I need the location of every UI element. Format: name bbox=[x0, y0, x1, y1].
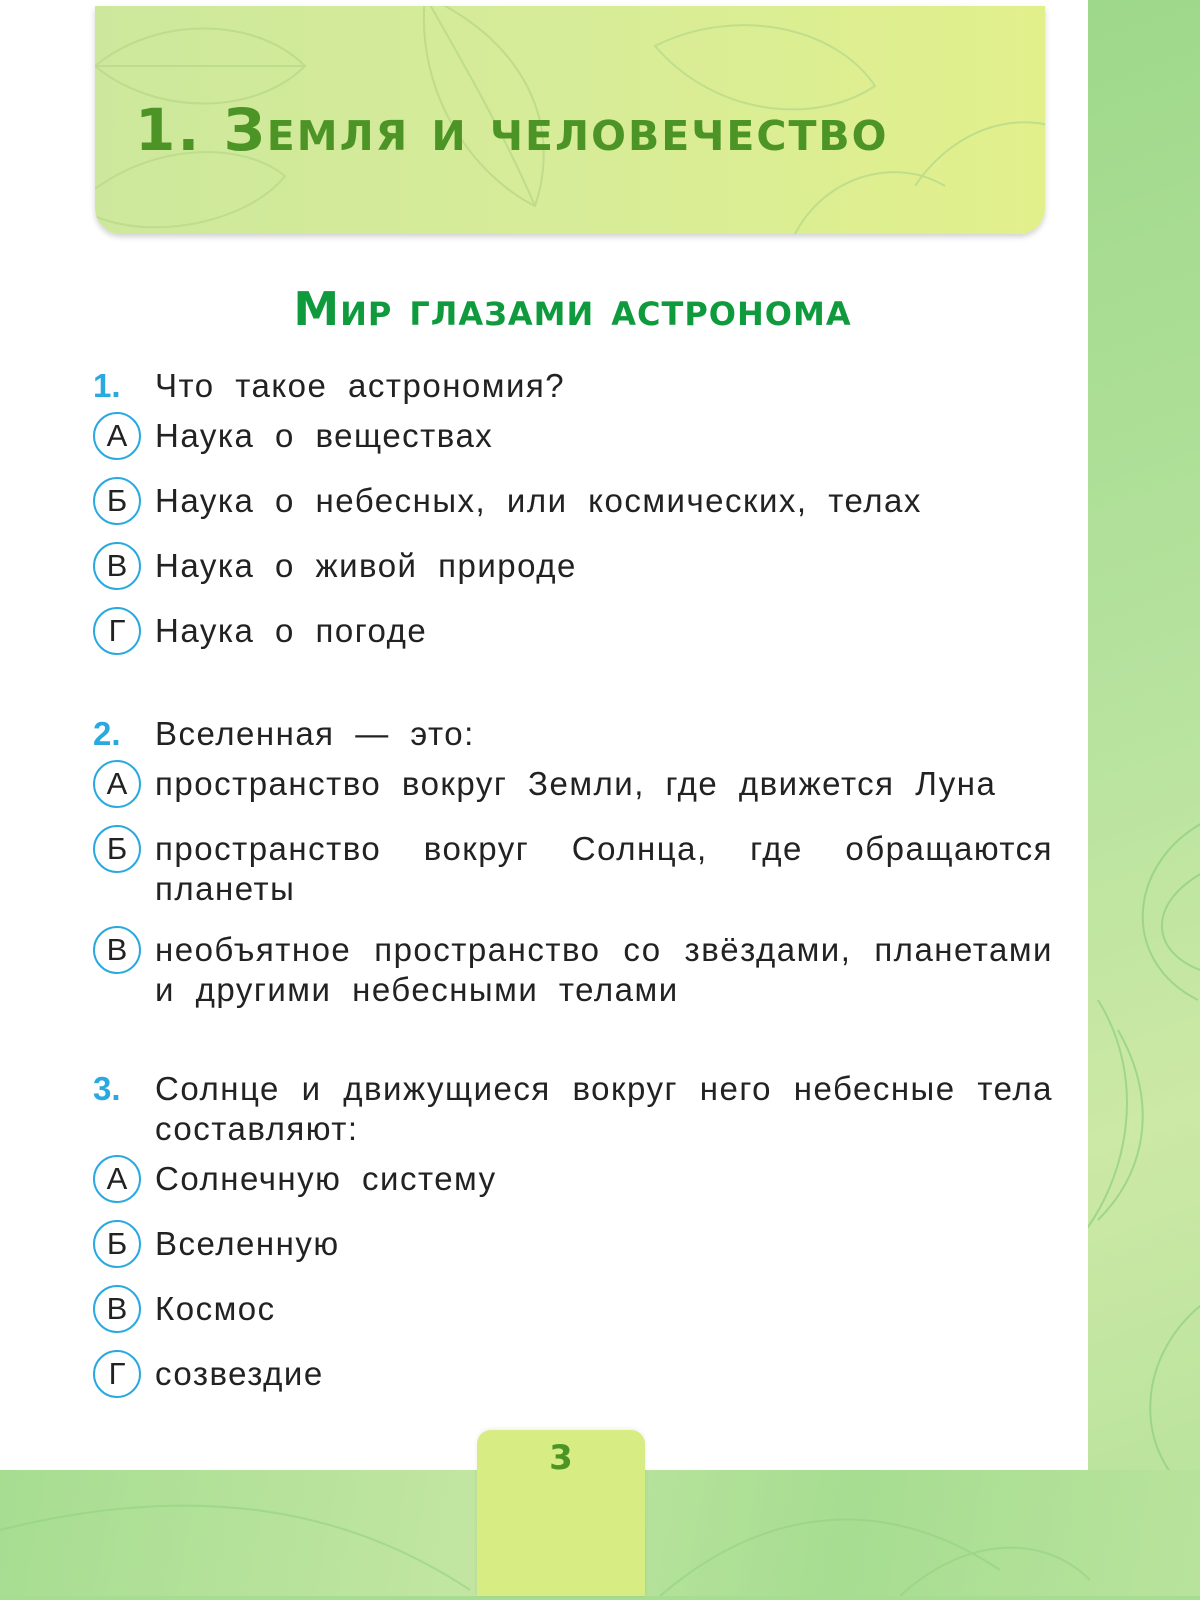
background-right-strip bbox=[1088, 0, 1200, 1596]
option-letter-marker[interactable]: Б bbox=[93, 1220, 141, 1268]
option-letter-marker[interactable]: Г bbox=[93, 1350, 141, 1398]
answer-option[interactable] bbox=[93, 764, 1053, 808]
answer-option[interactable] bbox=[93, 1289, 1053, 1333]
answer-option[interactable] bbox=[93, 829, 1053, 909]
question-1 bbox=[93, 366, 1053, 406]
option-text: необъятное пространство со звёздами, планетами и другими небесными телами bbox=[155, 931, 1053, 1008]
option-text: Солнечную систему bbox=[155, 1160, 497, 1197]
page-number: 3 bbox=[549, 1438, 573, 1478]
option-text: пространство вокруг Солнца, где обращаются планеты bbox=[155, 830, 1053, 907]
question-3 bbox=[93, 1069, 1053, 1149]
answer-option[interactable] bbox=[93, 416, 1053, 460]
option-letter-marker[interactable]: В bbox=[93, 926, 141, 974]
section-title: Мир глазами астронома bbox=[293, 282, 852, 336]
spacer bbox=[93, 1031, 1053, 1069]
option-text: пространство вокруг Земли, где движется Луна bbox=[155, 765, 997, 802]
option-text: созвездие bbox=[155, 1355, 324, 1392]
option-letter-marker[interactable]: Г bbox=[93, 607, 141, 655]
option-letter-marker[interactable]: В bbox=[93, 542, 141, 590]
option-text: Наука о живой природе bbox=[155, 547, 577, 584]
option-text: Наука о веществах bbox=[155, 417, 494, 454]
option-text: Наука о небесных, или космических, телах bbox=[155, 482, 922, 519]
question-text: Что такое астрономия? bbox=[155, 367, 566, 404]
question-text: Вселенная — это: bbox=[155, 715, 475, 752]
question-text: Солнце и движущиеся вокруг него небесные тела составляют: bbox=[155, 1070, 1053, 1147]
option-letter-marker[interactable]: Б bbox=[93, 825, 141, 873]
answer-option[interactable] bbox=[93, 481, 1053, 525]
question-number: 2. bbox=[93, 715, 121, 752]
answer-option[interactable] bbox=[93, 546, 1053, 590]
spacer bbox=[93, 676, 1053, 714]
answer-option[interactable] bbox=[93, 611, 1053, 655]
option-text: Наука о погоде bbox=[155, 612, 428, 649]
answer-option[interactable] bbox=[93, 1159, 1053, 1203]
quiz-content bbox=[93, 366, 1053, 1419]
option-text: Космос bbox=[155, 1290, 276, 1327]
question-number: 1. bbox=[93, 367, 121, 404]
option-letter-marker[interactable]: А bbox=[93, 1155, 141, 1203]
answer-option[interactable] bbox=[93, 1354, 1053, 1398]
question-2 bbox=[93, 714, 1053, 754]
option-letter-marker[interactable]: А bbox=[93, 760, 141, 808]
option-text: Вселенную bbox=[155, 1225, 340, 1262]
option-letter-marker[interactable]: А bbox=[93, 412, 141, 460]
option-letter-marker[interactable]: В bbox=[93, 1285, 141, 1333]
page-number-tab bbox=[477, 1430, 645, 1596]
option-letter-marker[interactable]: Б bbox=[93, 477, 141, 525]
answer-option[interactable] bbox=[93, 1224, 1053, 1268]
question-number: 3. bbox=[93, 1070, 121, 1107]
leaf-pattern-right bbox=[1088, 0, 1200, 1596]
chapter-title: 1. Земля и человечество bbox=[135, 96, 889, 164]
answer-option[interactable] bbox=[93, 930, 1053, 1010]
chapter-banner bbox=[95, 6, 1045, 234]
